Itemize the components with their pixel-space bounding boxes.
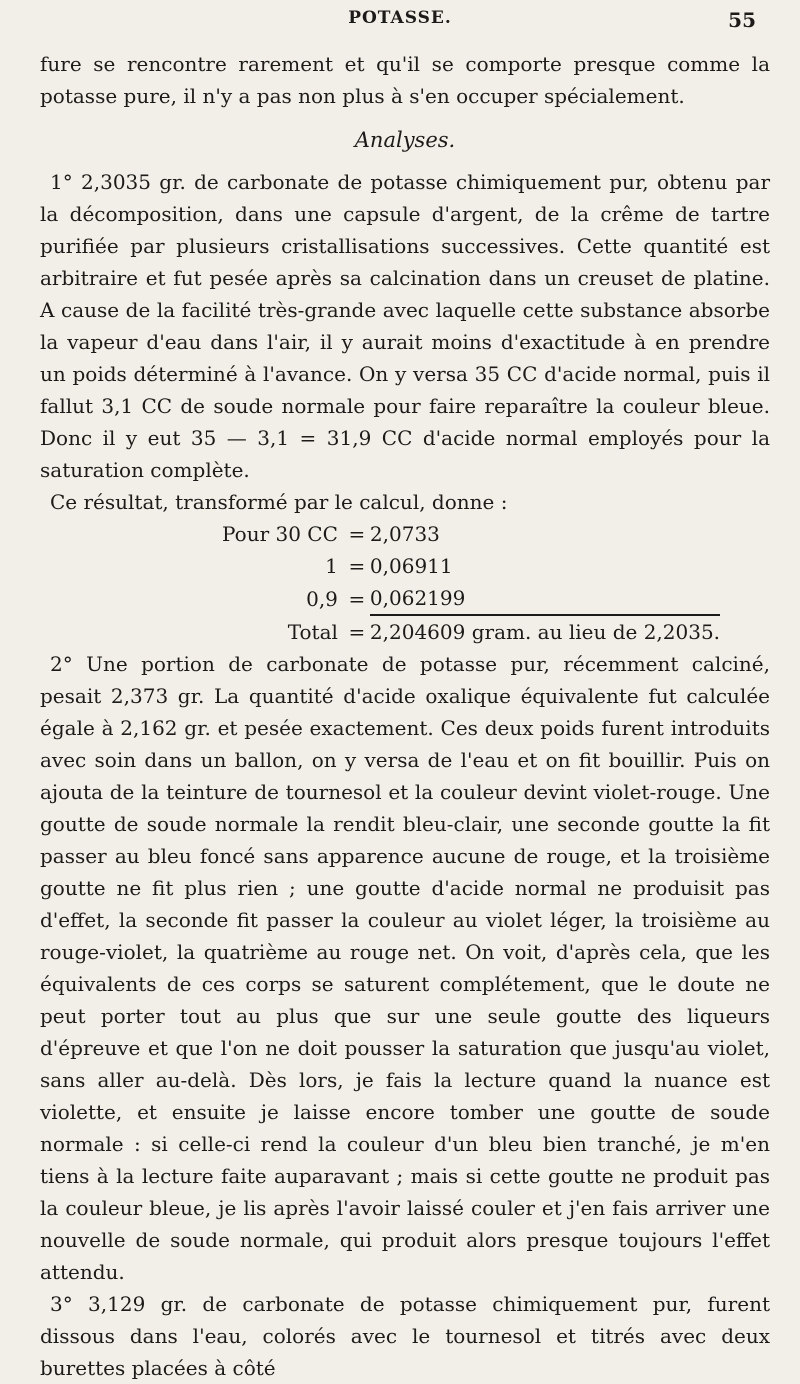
calc-total-row: [222, 615, 720, 648]
total-value: 2,204609: [369, 620, 466, 644]
calculation-table: [222, 518, 720, 648]
calc-row: [222, 582, 720, 615]
calc-row: [222, 550, 720, 582]
calc-equals: =: [348, 586, 366, 611]
paragraph-analysis-1: 1° 2,3035 gr. de carbonate de potasse chimiquement pur, obtenu par la décomposition, dans une capsule d'argent, de la crême de tartre purifiée par plusieurs cristallisations successives. Cette quantité est arbitraire et fut pesée après sa calcination dans un creuset de platine. A cause de la facilité très-grande avec laquelle cette substance absorbe la vapeur d'eau dans l'air, il y aurait moins d'exactitude à en prendre un poids déterminé à l'avance. On y versa 35 CC d'acide normal, puis il fallut 3,1 CC de soude normale pour faire reparaître la couleur bleue. Donc il y eut 35 — 3,1 = 31,9 CC d'acide normal employés pour la saturation complète.: [40, 170, 770, 482]
calc-value: 0,062199: [370, 582, 720, 615]
calc-equals: =: [348, 554, 366, 578]
calc-label: 0,9: [306, 586, 338, 611]
paragraph-result-intro: Ce résultat, transformé par le calcul, donne :: [50, 490, 508, 514]
body-text: [40, 48, 770, 1384]
calc-label: Pour 30 CC: [222, 522, 338, 546]
section-title: Analyses.: [354, 128, 456, 152]
paragraph-analysis-3: 3° 3,129 gr. de carbonate de potasse chimiquement pur, furent dissous dans l'eau, colorés avec le tournesol et titrés avec deux burettes placées à côté: [40, 1292, 770, 1380]
total-suffix: gram. au lieu de 2,2035.: [465, 620, 721, 644]
calc-row: [222, 518, 720, 550]
paragraph-analysis-2: 2° Une portion de carbonate de potasse pur, récemment calciné, pesait 2,373 gr. La quantité d'acide oxalique équivalente fut calculée égale à 2,162 gr. et pesée exactement. Ces deux poids furent introduits avec soin dans un ballon, on y versa de l'eau et on fit bouillir. Puis on ajouta de la teinture de tournesol et la couleur devint violet-rouge. Une goutte de soude normale la rendit bleu-clair, une seconde goutte la fit passer au bleu foncé sans apparence aucune de rouge, et la troisième goutte ne fit plus rien ; une goutte d'acide normal ne produisit pas d'effet, la seconde fit passer la couleur au violet léger, la troisième au rouge-violet, la quatrième au rouge net. On voit, d'après cela, que les équivalents de ces corps se saturent complétement, que le doute ne peut porter tout au plus que sur une seule goutte des liqueurs d'épreuve et que l'on ne doit pousser la saturation que jusqu'au violet, sans aller au-delà. Dès lors, je fais la lecture quand la nuance est violette, et ensuite je laisse encore tomber une goutte de soude normale : si celle-ci rend la couleur d'un bleu bien tranché, je m'en tiens à la lecture faite auparavant ; mais si cette goutte ne produit pas la couleur bleue, je lis après l'avoir laissé couler et j'en fais arriver une nouvelle de soude normale, qui produit alors presque toujours l'effet attendu.: [40, 652, 770, 1284]
calc-equals: =: [348, 522, 366, 546]
paragraph-intro: fure se rencontre rarement et qu'il se comporte presque comme la potasse pure, il n'y a pas non plus à s'en occuper spécialement.: [40, 52, 770, 108]
calc-equals: =: [348, 619, 366, 644]
calc-label: 1: [325, 554, 338, 578]
page-number: 55: [728, 8, 756, 32]
calc-total-value: [370, 615, 720, 648]
calc-value: 0,06911: [369, 554, 453, 578]
calc-value: 2,0733: [369, 522, 440, 546]
running-title: POTASSE.: [348, 8, 452, 28]
page-header: [0, 6, 800, 34]
calc-total-label: Total: [287, 619, 338, 644]
